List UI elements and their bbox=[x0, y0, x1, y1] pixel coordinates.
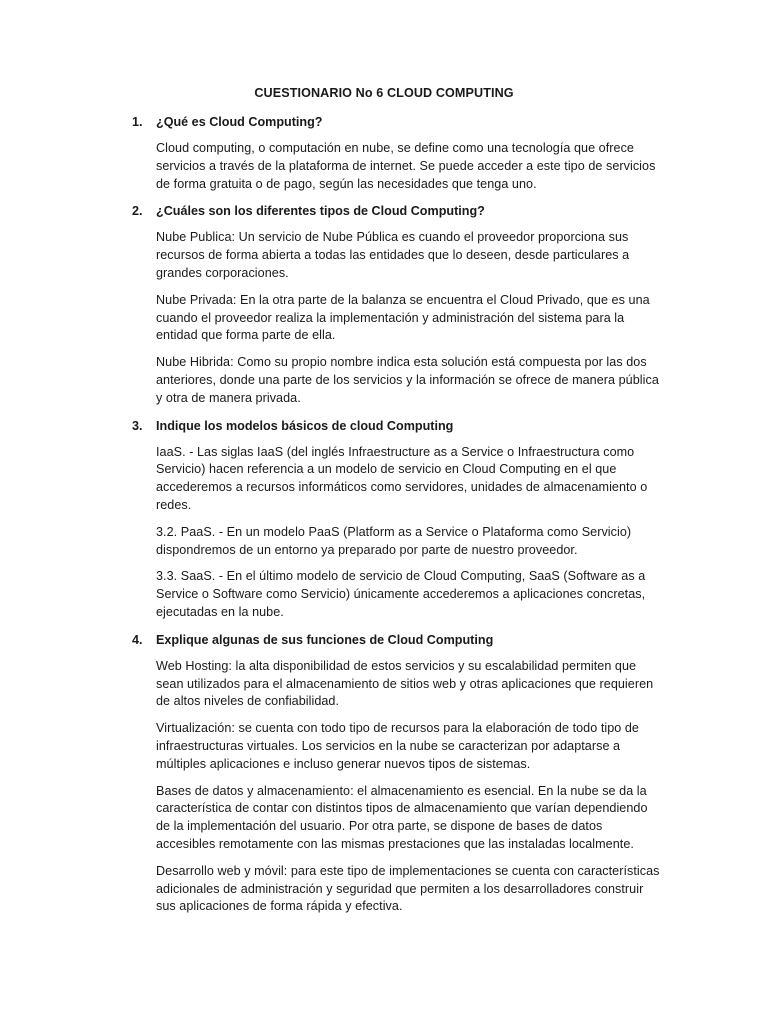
section-2 bbox=[132, 202, 662, 407]
question-number: 3. bbox=[132, 418, 143, 433]
answer-paragraph: Nube Hibrida: Como su propio nombre indica esta solución está compuesta por las dos anteriores, donde una parte de los servicios y la información se ofrece de manera pública y otra de manera privada. bbox=[156, 355, 659, 405]
question-heading bbox=[132, 202, 662, 220]
section-1 bbox=[132, 113, 662, 193]
question-text: Indique los modelos básicos de cloud Computing bbox=[156, 418, 454, 433]
answer-paragraph: 3.3. SaaS. - En el último modelo de servicio de Cloud Computing, SaaS (Software as a Service o Software como Servicio) únicamente accederemos a aplicaciones concretas, ejecutadas en la nube. bbox=[156, 569, 646, 619]
section-3 bbox=[132, 417, 662, 622]
question-heading bbox=[132, 417, 662, 435]
answer-paragraph: Cloud computing, o computación en nube, se define como una tecnología que ofrece servicios a través de la plataforma de internet. Se puede acceder a este tipo de servicios de forma gratuita o de pago, según las necesidades que tenga uno. bbox=[156, 141, 656, 191]
question-text: ¿Cuáles son los diferentes tipos de Cloud Computing? bbox=[156, 204, 485, 219]
question-text: Explique algunas de sus funciones de Cloud Computing bbox=[156, 632, 494, 647]
question-number: 1. bbox=[132, 115, 143, 129]
answer-paragraph: IaaS. - Las siglas IaaS (del inglés Infraestructure as a Service o Infraestructura como Servicio) hacen referencia a un modelo de servicio en Cloud Computing en el que accederemos a recursos informáticos como servidores, unidades de almacenamiento o redes. bbox=[156, 444, 648, 512]
answer-paragraph: Nube Privada: En la otra parte de la balanza se encuentra el Cloud Privado, que es una cuando el proveedor realiza la implementación y administración del sistema para la entidad que forma parte de ella. bbox=[156, 292, 650, 343]
question-number: 4. bbox=[132, 632, 143, 647]
question-heading bbox=[132, 113, 662, 131]
document-title: CUESTIONARIO No 6 CLOUD COMPUTING bbox=[254, 86, 514, 100]
answer-paragraph: Virtualización: se cuenta con todo tipo de recursos para la elaboración de todo tipo de infraestructuras virtuales. Los servicios en la nube se caracterizan por adaptarse a múltiples aplicaciones e incluso generar nuevos tipos de sistemas. bbox=[156, 721, 639, 771]
section-4 bbox=[132, 631, 662, 916]
answer-paragraph: Bases de datos y almacenamiento: el almacenamiento es esencial. En la nube se da la característica de contar con distintos tipos de almacenamiento que varían dependiendo de la implementación del usuario. Por otra parte, se dispone de bases de datos accesibles remotamente con las mismas prestaciones que las instaladas localmente. bbox=[156, 783, 648, 851]
answer-paragraph: Nube Publica: Un servicio de Nube Pública es cuando el proveedor proporciona sus recursos de forma abierta a todas las entidades que lo deseen, desde particulares a grandes corporaciones. bbox=[156, 230, 630, 280]
question-text: ¿Qué es Cloud Computing? bbox=[156, 115, 323, 129]
answer-paragraph: Web Hosting: la alta disponibilidad de estos servicios y su escalabilidad permiten que sean utilizados para el almacenamiento de sitios web y otras aplicaciones que requieren de altos niveles de confiabilidad. bbox=[156, 658, 654, 709]
answer-paragraph: 3.2. PaaS. - En un modelo PaaS (Platform as a Service o Plataforma como Servicio) dispondremos de un entorno ya preparado por parte de nuestro proveedor. bbox=[156, 524, 632, 557]
answer-paragraph: Desarrollo web y móvil: para este tipo de implementaciones se cuenta con características adicionales de administración y seguridad que permiten a los desarrolladores construir sus aplicaciones de forma rápida y efectiva. bbox=[156, 863, 660, 914]
question-heading bbox=[132, 631, 662, 649]
question-number: 2. bbox=[132, 204, 143, 219]
document-body bbox=[132, 113, 662, 925]
